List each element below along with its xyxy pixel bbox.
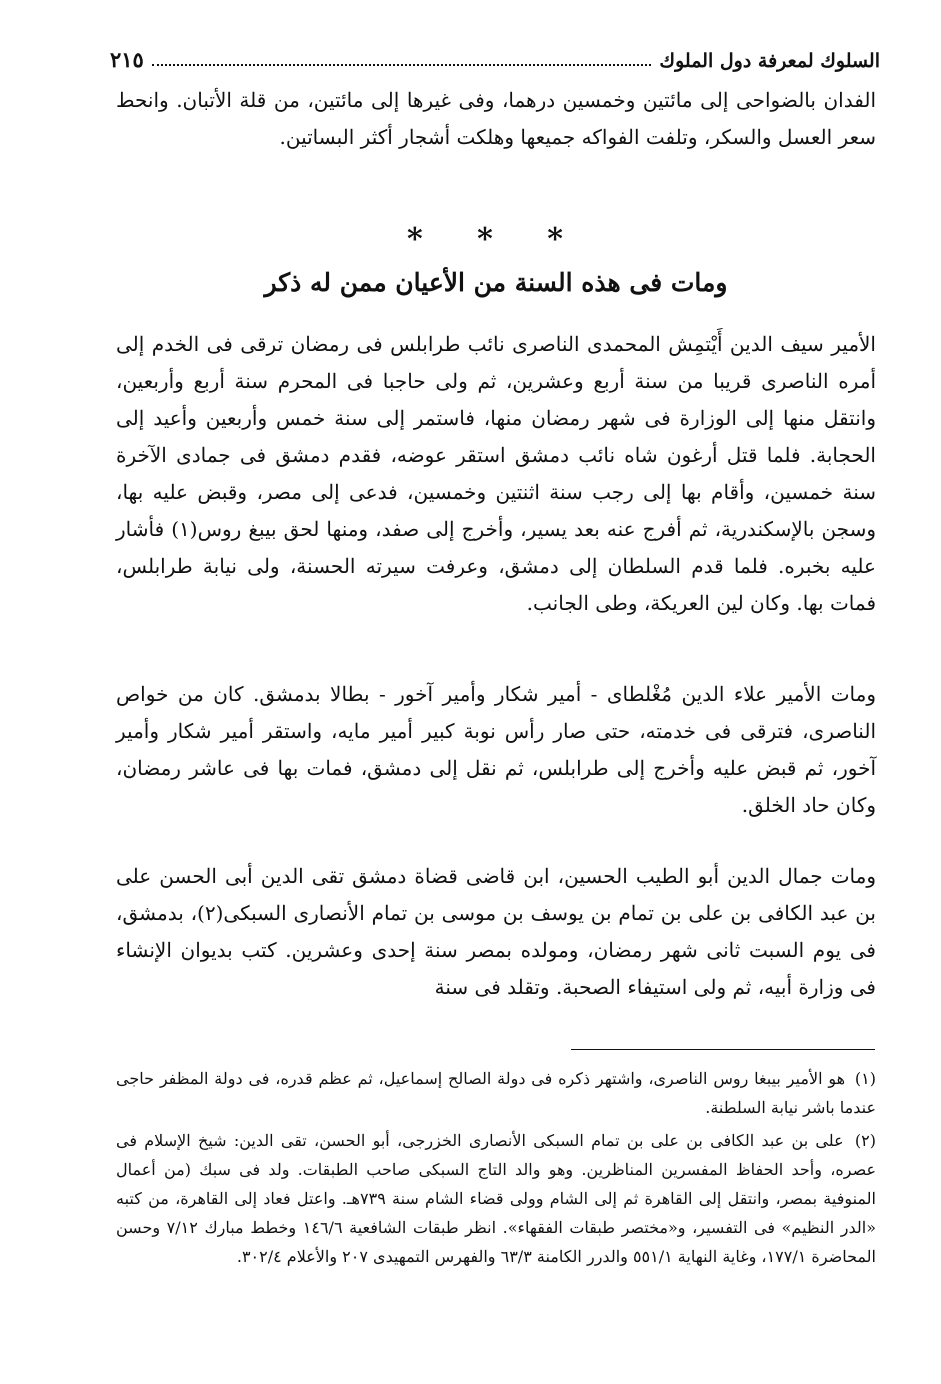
footnote-text: على بن عبد الكافى بن على بن تمام السبكى الأنصارى الخزرجى، أبو الحسن، تقى الدين: شيخ الإسلام فى عصره، وأحد الحفاظ المفسرين المناظرين. وهو والد التاج السبكى صاحب الطبقات. ولد فى سبك (من أعمال المنوفية بمصر، وانتقل إلى القاهرة ثم إلى الشام وولى قضاء الشام سنة ٧٣٩هـ. واعتل فعاد إلى القاهرة، من كتبه «الدر النظيم» فى التفسير، و«مختصر طبقات الفقهاء». انظر طبقات الشافعية ١٤٦/٦ وخطط مبارك ٧/١٢ وحسن المحاضرة ١٧٧/١، وغاية النهاية ٥٥١/١ والدرر الكامنة ٦٣/٣ والفهرس التمهيدى ٢٠٧ والأعلام ٣٠٢/٤. — [116, 1131, 877, 1266]
section-heading: ومات فى هذه السنة من الأعيان ممن له ذكر — [264, 268, 728, 297]
footnote-divider — [571, 1049, 875, 1050]
footnote-marker: (٢) — [854, 1131, 877, 1150]
footnote-marker: (١) — [854, 1069, 876, 1088]
footnote — [116, 1126, 876, 1271]
book-title: السلوك لمعرفة دول الملوك — [659, 50, 880, 72]
footnote-text: هو الأمير بيبغا روس الناصرى، واشتهر ذكره فى دولة الصالح إسماعيل، ثم عظم قدره، فى دولة المظفر حاجى عندما باشر نيابة السلطنة. — [116, 1069, 876, 1117]
footnote — [116, 1064, 876, 1122]
obituary-paragraph: الأمير سيف الدين أَيْتمِش المحمدى الناصرى نائب طرابلس فى رمضان ترقى فى الخدم إلى أمره الناصرى قريبا من سنة أربع وعشرين، ثم ولى حاجبا فى المحرم سنة أربع وأربعين، وانتقل منها إلى الوزارة فى شهر رمضان منها، فاستمر إلى سنة خمس وأربعين وأعيد إلى الحجابة. فلما قتل أرغون شاه نائب دمشق استقر عوضه، فقدم دمشق فى جمادى الآخرة سنة خمسين، وأقام بها إلى رجب سنة اثنتين وخمسين، فدعى إلى مصر، وقبض عليه بها، وسجن بالإسكندرية، ثم أفرج عنه بعد يسير، وأخرج إلى صفد، ومنها لحق بيبغ روس(١) فأشار عليه بخبره. فلما قدم السلطان إلى دمشق، وعرفت سيرته الحسنة، ولى نيابة طرابلس، فمات بها. وكان لين العريكة، وطى الجانب. — [116, 332, 876, 615]
obituary-paragraph: ومات الأمير علاء الدين مُغْلطاى - أمير شكار وأمير آخور - بطالا بدمشق. كان من خواص الناصرى، فترقى فى خدمته، حتى صار رأس نوبة كبير أمير مايه، واستقر أمير شكار وأمير آخور، ثم قبض عليه وأخرج إلى طرابلس، ثم نقل إلى دمشق، فمات بها فى عاشر رمضان، وكان حاد الخلق. — [116, 682, 876, 817]
footnotes — [116, 1064, 876, 1275]
running-header — [110, 32, 880, 72]
section-separator: * * * — [407, 222, 585, 257]
obituary-paragraph: ومات جمال الدين أبو الطيب الحسين، ابن قاضى قضاة دمشق تقى الدين أبى الحسن على بن عبد الكافى بن على بن تمام بن يوسف بن موسى بن تمام الأنصارى السبكى(٢)، بدمشق، فى يوم السبت ثانى شهر رمضان، ومولده بمصر سنة إحدى وعشرين. كتب بديوان الإنشاء فى وزارة أبيه، ثم ولى استيفاء الصحبة. وتقلد فى سنة — [116, 864, 876, 999]
header-dot-leader — [152, 63, 652, 66]
page-number: ٢١٥ — [110, 47, 144, 72]
intro-paragraph: الفدان بالضواحى إلى مائتين وخمسين درهما، وفى غيرها إلى مائتين، من قلة الأتبان. وانحط سعر العسل والسكر، وتلفت الفواكه جميعها وهلكت أشجار أكثر البساتين. — [116, 88, 876, 149]
